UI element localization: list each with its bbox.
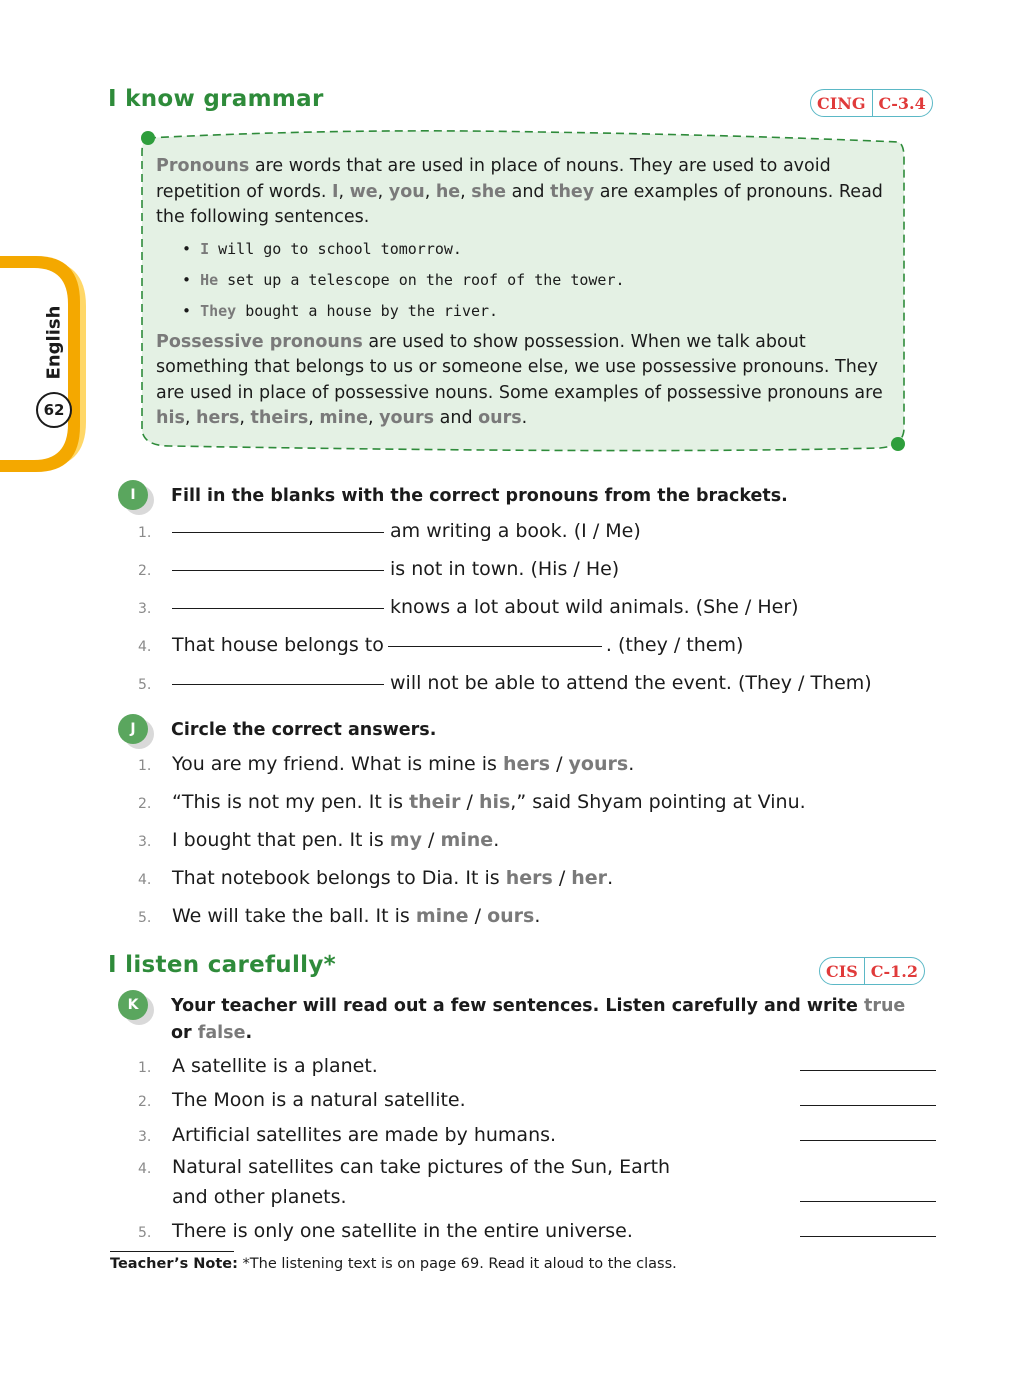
answer-blank[interactable] [172, 607, 384, 609]
answer-line[interactable] [800, 1201, 936, 1202]
info-text [156, 154, 886, 432]
example-sentence: • I will go to school tomorrow. [182, 239, 462, 258]
option-a[interactable]: hers [502, 753, 551, 775]
fill-blank-item: 3. knows a lot about wild animals. (She / Her) [138, 596, 799, 618]
true-false-item: 5. There is only one satellite in the entire universe. [138, 1220, 633, 1242]
option-a[interactable]: my [389, 829, 422, 851]
circle-answer-item: 2. “This is not my pen. It is their / his,” said Shyam pointing at Vinu. [138, 791, 806, 813]
option-a[interactable]: mine [415, 905, 469, 927]
example-sentence: • He set up a telescope on the roof of the tower. [182, 270, 625, 289]
option-b[interactable]: mine [440, 829, 494, 851]
exercise-badge-k: K [118, 990, 152, 1022]
answer-blank[interactable] [172, 531, 384, 533]
exercise-j-instruction: Circle the correct answers. [171, 720, 437, 740]
exercise-badge-j: J [118, 714, 152, 746]
example-sentences [182, 234, 886, 327]
example-sentence: • They bought a house by the river. [182, 301, 499, 320]
circle-answer-item: 4. That notebook belongs to Dia. It is hers / her. [138, 867, 614, 889]
true-false-item: 3. Artificial satellites are made by humans. [138, 1124, 557, 1146]
true-false-item-continued: and other planets. [172, 1186, 347, 1208]
teachers-note: Teacher’s Note: *The listening text is on page 69. Read it aloud to the class. [110, 1256, 677, 1272]
note-divider [110, 1251, 234, 1252]
answer-line[interactable] [800, 1236, 936, 1237]
code-right: C-1.2 [870, 961, 918, 981]
answer-line[interactable] [800, 1070, 936, 1071]
page-number: 62 [36, 392, 72, 428]
curriculum-code-grammar [810, 89, 933, 117]
code-left: CING [811, 90, 873, 116]
answer-blank[interactable] [172, 569, 384, 571]
curriculum-code-listening [819, 957, 925, 985]
code-right: C-3.4 [878, 93, 926, 113]
code-left: CIS [820, 958, 865, 984]
option-b[interactable]: ours [487, 905, 535, 927]
exercise-i-instruction: Fill in the blanks with the correct pronouns from the brackets. [171, 486, 788, 506]
fill-blank-item: 1. am writing a book. (I / Me) [138, 520, 641, 542]
fill-blank-item: 2. is not in town. (His / He) [138, 558, 620, 580]
true-false-item: 2. The Moon is a natural satellite. [138, 1089, 466, 1111]
circle-answer-item: 5. We will take the ball. It is mine / ours. [138, 905, 541, 927]
fill-blank-item: 5. will not be able to attend the event. (They / Them) [138, 672, 872, 694]
option-b[interactable]: yours [568, 753, 629, 775]
subject-label: English [43, 305, 65, 379]
option-a[interactable]: their [409, 791, 461, 813]
answer-blank[interactable] [388, 645, 602, 647]
circle-answer-item: 1. You are my friend. What is mine is hers / yours. [138, 753, 635, 775]
answer-blank[interactable] [172, 683, 384, 685]
answer-line[interactable] [800, 1140, 936, 1141]
circle-answer-item: 3. I bought that pen. It is my / mine. [138, 829, 500, 851]
possessive-definition: Possessive pronouns are used to show possession. When we talk about something that belongs to us or someone else, we use possessive pronouns. They are used in place of possessive nouns. Some examples of possessive pronouns are his, hers, theirs, mine, yours and ours. [156, 331, 883, 428]
answer-line[interactable] [800, 1105, 936, 1106]
option-b[interactable]: his [478, 791, 511, 813]
section-title-listening: I listen carefully* [108, 952, 336, 978]
option-b[interactable]: her [571, 867, 608, 889]
pronoun-definition: Pronouns are words that are used in place of nouns. They are used to avoid repetition of words. I, we, you, he, she and they are examples of pronouns. Read the following sentences. [156, 156, 883, 227]
exercise-badge-i: I [118, 480, 152, 512]
fill-blank-item: 4. That house belongs to . (they / them) [138, 634, 744, 656]
true-false-item: 4. Natural satellites can take pictures of the Sun, Earth [138, 1156, 671, 1178]
true-false-item: 1. A satellite is a planet. [138, 1055, 378, 1077]
option-a[interactable]: hers [505, 867, 553, 889]
section-title-grammar: I know grammar [108, 86, 324, 112]
exercise-k-instruction: Your teacher will read out a few sentences. Listen carefully and write true or false. [171, 996, 906, 1043]
